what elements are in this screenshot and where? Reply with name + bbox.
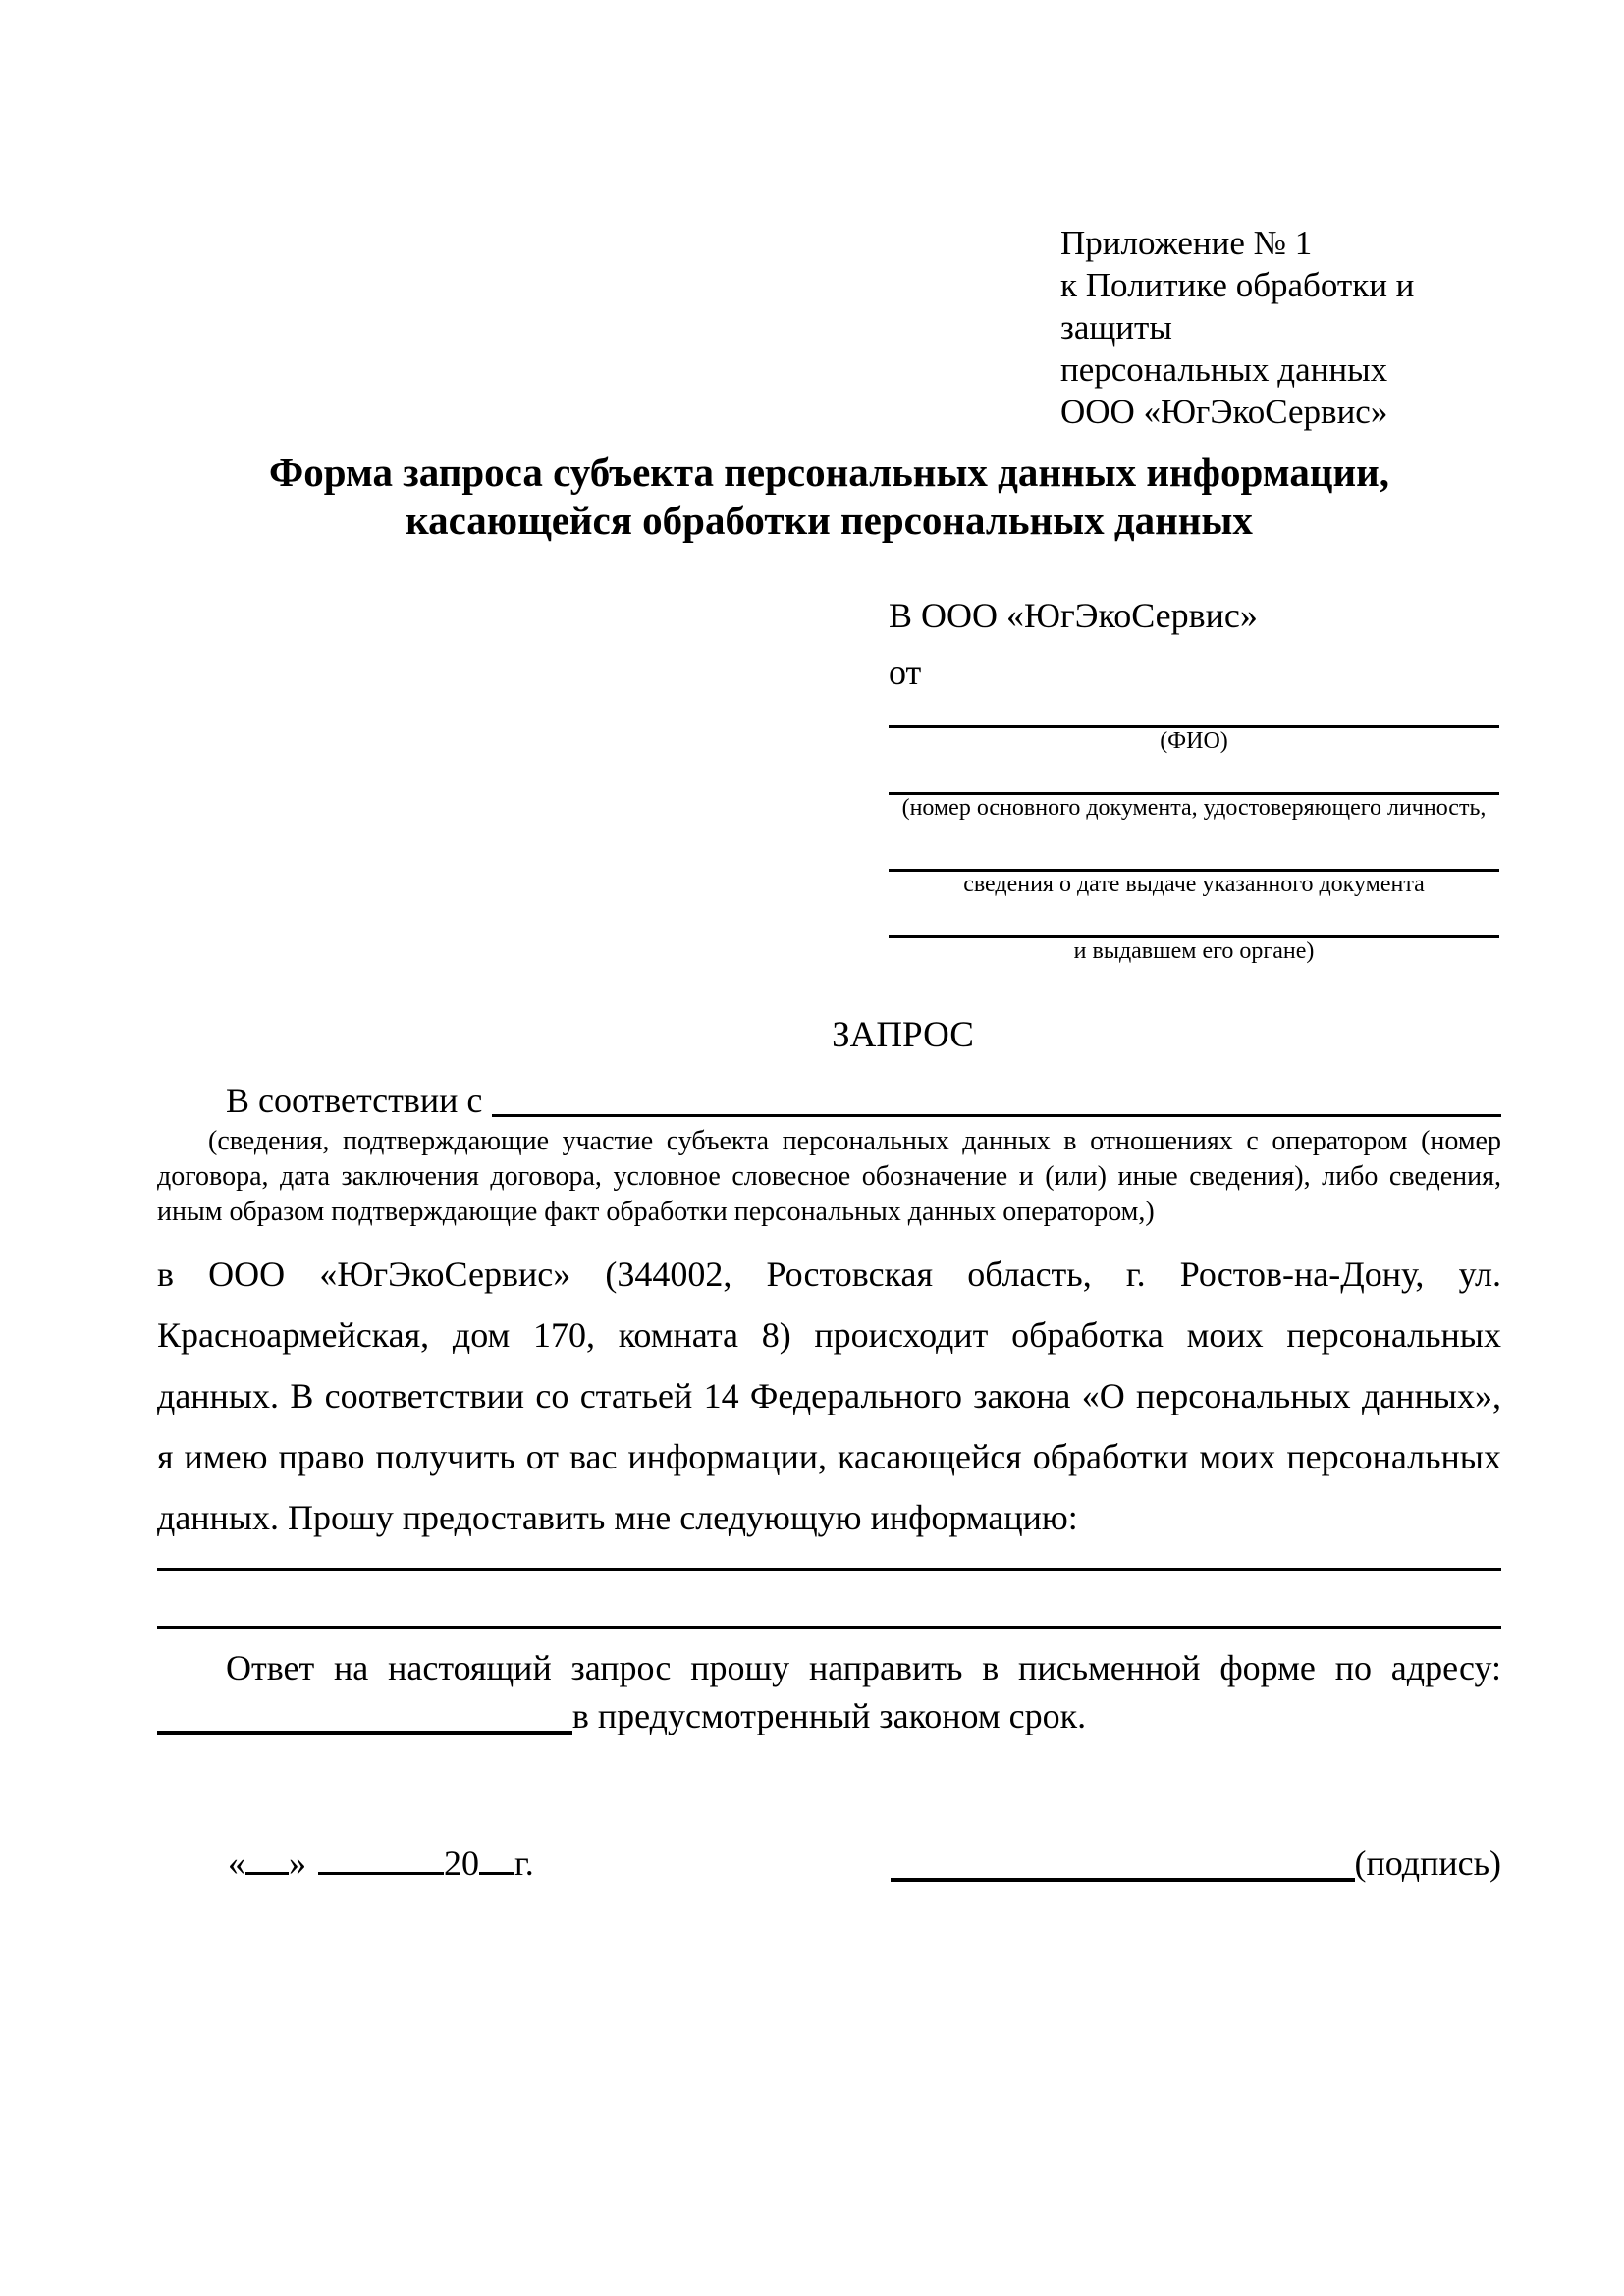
accordance-footnote: (сведения, подтверждающие участие субъекта персональных данных в отношениях с оператором (номер договора, дата заключения договора, условное словесное обозначение и (или) иные сведения), либо сведения, иным образом подтверждающие факт обработки персональных данных оператором,) (157, 1126, 1501, 1227)
document-content (157, 0, 1501, 1886)
signature-fill-line (891, 1878, 1355, 1882)
issuing-authority-field (889, 898, 1499, 965)
fio-fill-line (889, 694, 1499, 728)
date-year-prefix: 20 (444, 1843, 479, 1883)
fio-field (889, 694, 1499, 755)
date-month-fill-line (318, 1842, 444, 1875)
accordance-lead-text: В соответствии с (226, 1081, 483, 1120)
fio-caption: (ФИО) (1160, 728, 1228, 754)
document-title-line-2: касающейся обработки персональных данных (406, 498, 1253, 543)
appendix-header-line-2: к Политике обработки и защиты (1060, 266, 1415, 347)
signature-line (891, 1841, 1501, 1886)
issue-date-caption: сведения о дате выдаче указанного документа (963, 872, 1425, 897)
appendix-header (1060, 222, 1501, 433)
issue-date-fill-line (889, 822, 1499, 872)
date-open-quote: « (228, 1843, 245, 1883)
date-year-fill-line (479, 1842, 514, 1875)
appendix-header-line-4: ООО «ЮгЭкоСервис» (1060, 393, 1388, 431)
id-document-fill-line (889, 755, 1499, 795)
document-title-line-1: Форма запроса субъекта персональных данных информации, (269, 450, 1389, 495)
recipient-block (889, 594, 1499, 965)
appendix-header-line-1: Приложение № 1 (1060, 224, 1313, 262)
request-heading: ЗАПРОС (832, 1015, 974, 1055)
info-fill-line-1 (157, 1552, 1501, 1571)
document-title (157, 449, 1501, 545)
reply-paragraph: Ответ на настоящий запрос прошу направить в письменной форме по адресу: (226, 1648, 1501, 1687)
info-fill-line-2 (157, 1571, 1501, 1629)
accordance-line (157, 1079, 1501, 1122)
accordance-fill-line (492, 1114, 1501, 1117)
address-fill-line (157, 1731, 572, 1735)
issuing-authority-caption: и выдавшем его органе) (1073, 938, 1315, 964)
date-year-suffix: г. (514, 1843, 534, 1883)
body-paragraph: в ООО «ЮгЭкоСервис» (344002, Ростовская область, г. Ростов-на-Дону, ул. Красноармейская, дом 170, комната 8) происходит обработка моих персональных данных. В соответствии со статьей 14 Федерального закона «О персональных данных», я имею право получить от вас информации, касающейся обработки моих персональных данных. Прошу предоставить мне следующую информацию: (157, 1255, 1501, 1537)
recipient-to-line: В ООО «ЮгЭкоСервис» (889, 596, 1258, 635)
date-close-quote: » (289, 1843, 306, 1883)
issue-date-field (889, 822, 1499, 898)
date-day-fill-line (245, 1842, 289, 1875)
address-line (157, 1693, 1501, 1738)
date-line (157, 1841, 534, 1886)
id-document-field (889, 755, 1499, 822)
appendix-header-line-3: персональных данных (1060, 350, 1388, 389)
issuing-authority-fill-line (889, 898, 1499, 938)
signature-caption: (подпись) (1354, 1843, 1501, 1883)
id-document-caption: (номер основного документа, удостоверяющего личность, (901, 795, 1487, 821)
reply-deadline-text: в предусмотренный законом срок. (571, 1696, 1087, 1735)
date-signature-row (157, 1841, 1501, 1886)
recipient-from-label: от (889, 653, 922, 692)
